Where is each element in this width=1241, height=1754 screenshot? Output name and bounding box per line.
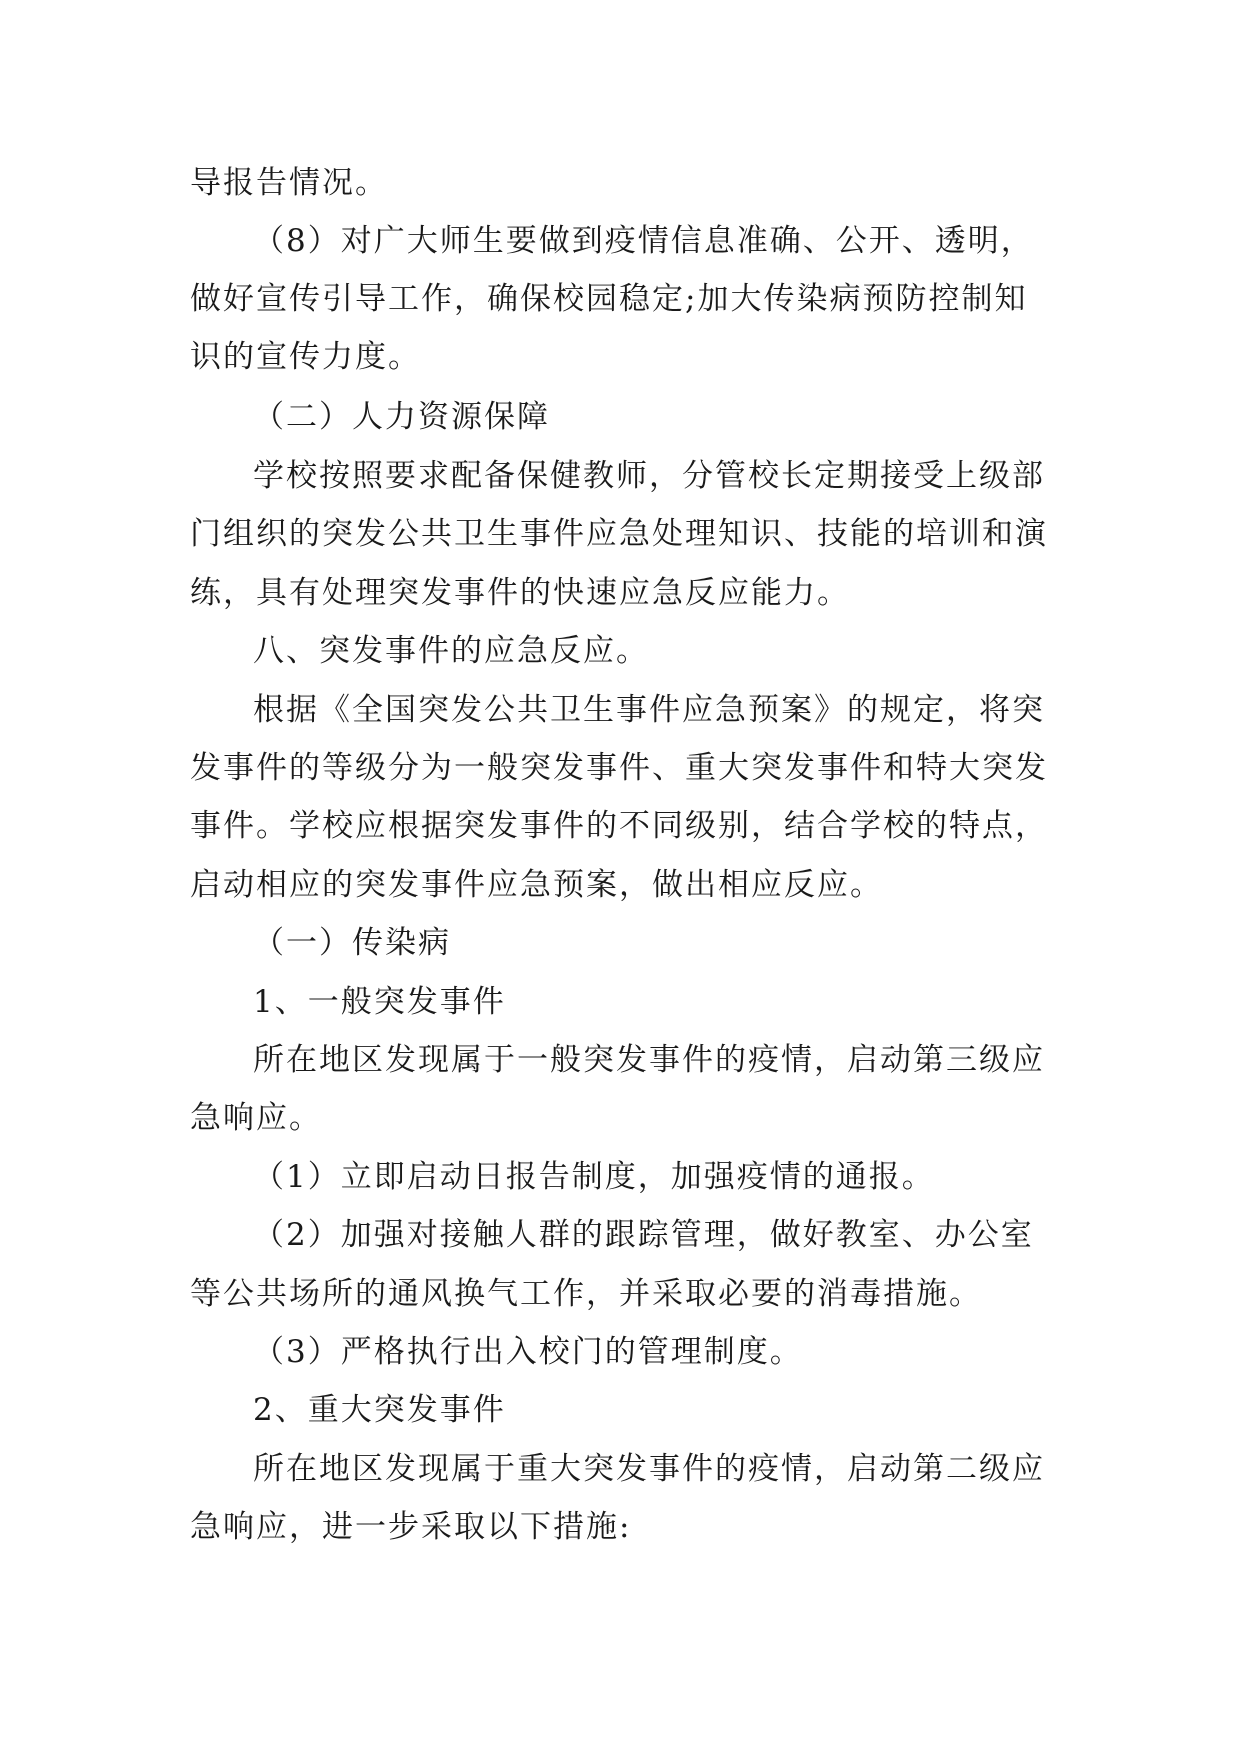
text-line: （1）立即启动日报告制度，加强疫情的通报。: [253, 1159, 935, 1195]
text-line: 练，具有处理突发事件的快速应急反应能力。: [190, 575, 850, 611]
section-heading: 2、重大突发事件: [253, 1392, 506, 1428]
text-line: 急响应。: [190, 1100, 322, 1136]
text-line: （2）加强对接触人群的跟踪管理，做好教室、办公室: [253, 1217, 1034, 1253]
text-line: （3）严格执行出入校门的管理制度。: [253, 1334, 803, 1370]
text-line: 识的宣传力度。: [190, 339, 421, 375]
text-line: （8）对广大师生要做到疫情信息准确、公开、透明，: [253, 223, 1034, 259]
text-line: 导报告情况。: [190, 165, 388, 201]
text-line: 根据《全国突发公共卫生事件应急预案》的规定，将突: [253, 692, 1045, 728]
section-heading: （二）人力资源保障: [253, 399, 550, 435]
text-line: 等公共场所的通风换气工作，并采取必要的消毒措施。: [190, 1276, 982, 1312]
text-line: 所在地区发现属于一般突发事件的疫情，启动第三级应: [253, 1042, 1045, 1078]
section-heading: （一）传染病: [253, 925, 451, 961]
text-line: 发事件的等级分为一般突发事件、重大突发事件和特大突发: [190, 750, 1048, 786]
text-line: 启动相应的突发事件应急预案，做出相应反应。: [190, 867, 883, 903]
text-line: 事件。学校应根据突发事件的不同级别，结合学校的特点，: [190, 808, 1048, 844]
text-line: 急响应，进一步采取以下措施:: [190, 1509, 632, 1545]
text-line: 做好宣传引导工作，确保校园稳定;加大传染病预防控制知: [190, 281, 1028, 317]
text-line: 学校按照要求配备保健教师，分管校长定期接受上级部: [253, 458, 1045, 494]
text-line: 门组织的突发公共卫生事件应急处理知识、技能的培训和演: [190, 516, 1048, 552]
section-heading: 八、突发事件的应急反应。: [253, 633, 649, 669]
section-heading: 1、一般突发事件: [253, 984, 506, 1020]
text-line: 所在地区发现属于重大突发事件的疫情，启动第二级应: [253, 1451, 1045, 1487]
